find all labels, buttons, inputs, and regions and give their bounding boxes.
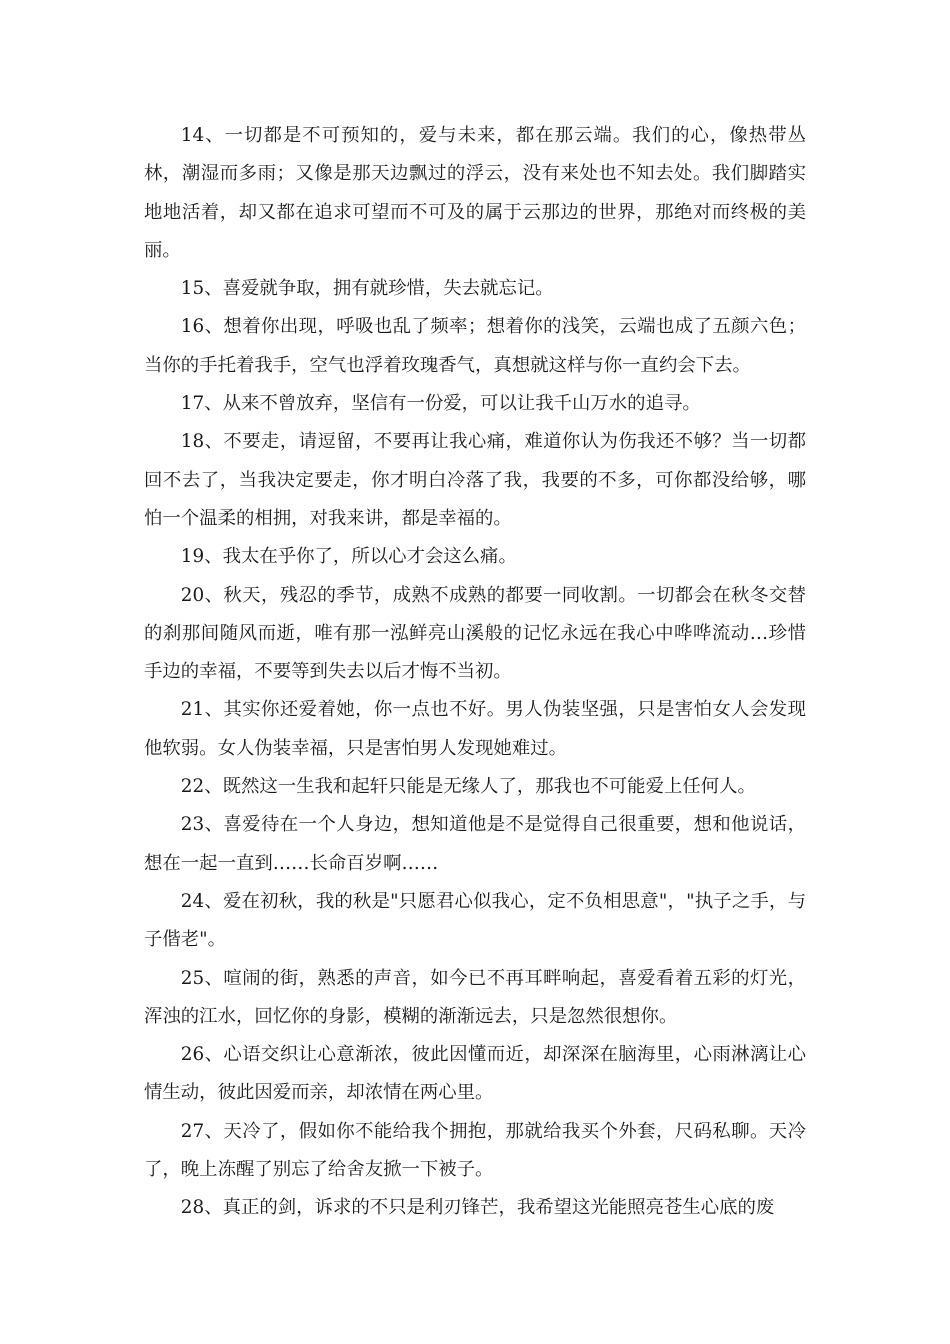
document-body: [144, 117, 806, 1228]
paragraph-22: 22、既然这一生我和起轩只能是无缘人了，那我也不可能爱上任何人。: [180, 776, 756, 798]
paragraph-28: 28、真正的剑，诉求的不只是利刃锋芒，我希望这光能照亮苍生心底的废: [180, 1197, 775, 1219]
paragraph-21: 21、其实你还爱着她，你一点也不好。男人伪装坚强，只是害怕女人会发现他软弱。女人伪装幸福，只是害怕男人发现她难过。: [144, 699, 806, 759]
paragraph-23: 23、喜爱待在一个人身边，想知道他是不是觉得自己很重要，想和他说话，想在一起一直到……长命百岁啊……: [144, 814, 806, 874]
paragraph-17: 17、从来不曾放弃，坚信有一份爱，可以让我千山万水的追寻。: [180, 393, 701, 415]
paragraph-27: 27、天冷了，假如你不能给我个拥抱，那就给我买个外套，尺码私聊。天冷了，晚上冻醒了别忘了给舍友掀一下被子。: [144, 1120, 806, 1181]
paragraph-18: 18、不要走，请逗留，不要再让我心痛，难道你认为伤我还不够？当一切都回不去了，当我决定要走，你才明白冷落了我，我要的不多，可你都没给够，哪怕一个温柔的相拥，对我来讲，都是幸福的。: [144, 431, 806, 529]
paragraph-14: 14、一切都是不可预知的，爱与未来，都在那云端。我们的心，像热带丛林，潮湿而多雨；又像是那天边飘过的浮云，没有来处也不知去处。我们脚踏实地地活着，却又都在追求可望而不可及的属于云那边的世界，那绝对而终极的美丽。: [144, 125, 806, 261]
paragraph-20: 20、秋天，残忍的季节，成熟不成熟的都要一同收割。一切都会在秋冬交替的刹那间随风而逝，唯有那一泓鲜亮山溪般的记忆永远在我心中哗哗流动…珍惜手边的幸福，不要等到失去以后才悔不当初。: [144, 584, 806, 683]
paragraph-25: 25、喧闹的街，熟悉的声音，如今已不再耳畔响起，喜爱看着五彩的灯光，浑浊的江水，回忆你的身影，模糊的渐渐远去，只是忽然很想你。: [144, 967, 806, 1027]
paragraph-19: 19、我太在乎你了，所以心才会这么痛。: [180, 546, 517, 568]
paragraph-26: 26、心语交织让心意渐浓，彼此因懂而近，却深深在脑海里，心雨淋漓让心情生动，彼此因爱而亲，却浓情在两心里。: [144, 1044, 806, 1104]
paragraph-15: 15、喜爱就争取，拥有就珍惜，失去就忘记。: [180, 278, 554, 300]
paragraph-16: 16、想着你出现，呼吸也乱了频率；想着你的浅笑，云端也成了五颜六色；当你的手托着我手，空气也浮着玫瑰香气，真想就这样与你一直约会下去。: [144, 316, 806, 376]
paragraph-24: 24、爱在初秋，我的秋是"只愿君心似我心，定不负相思意"，"执子之手，与子偕老"。: [144, 890, 806, 951]
